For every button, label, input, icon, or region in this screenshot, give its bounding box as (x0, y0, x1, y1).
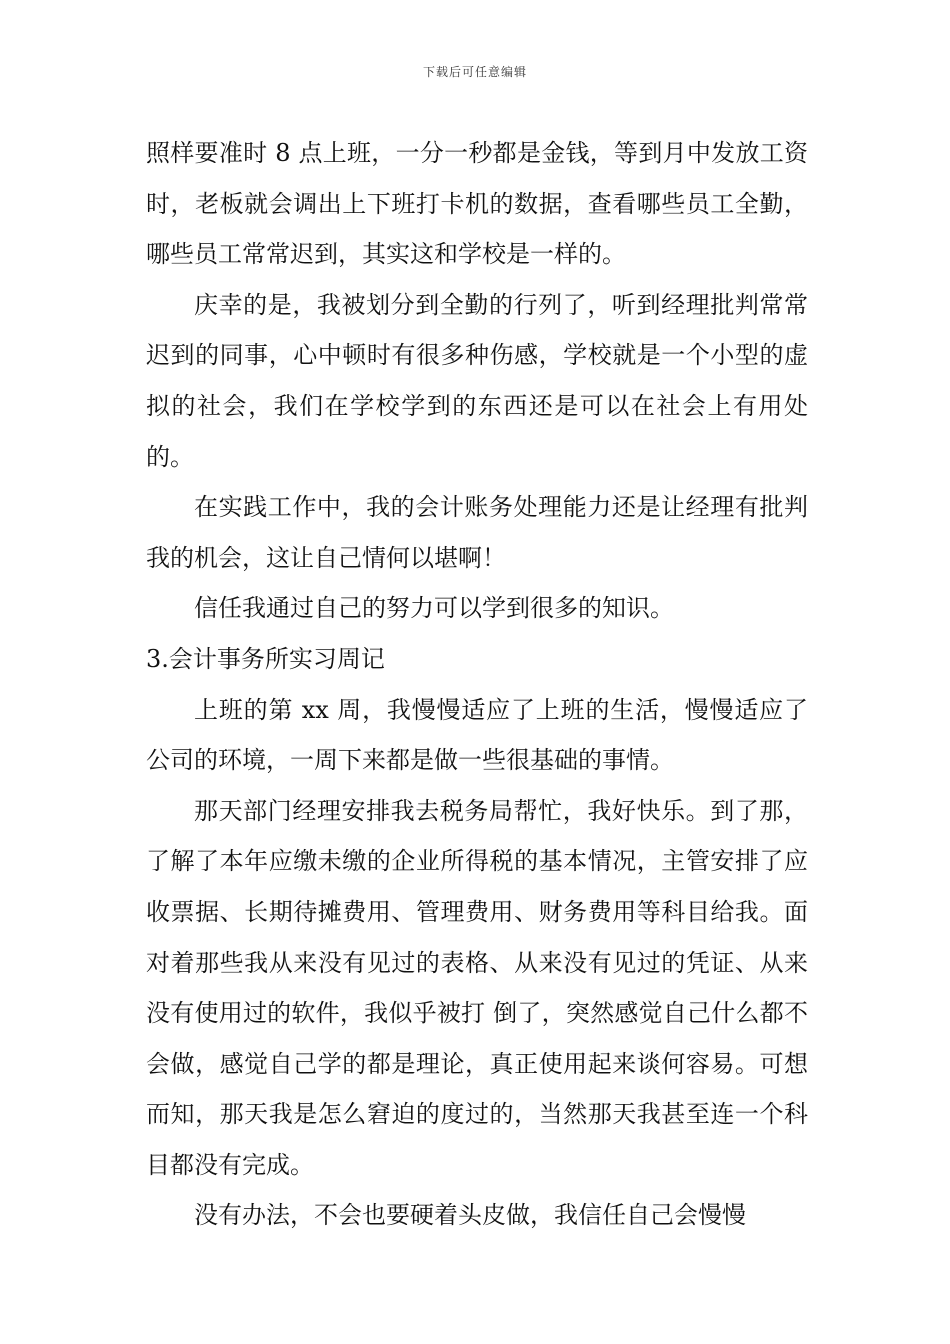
paragraph: 上班的第 xx 周，我慢慢适应了上班的生活，慢慢适应了公司的环境，一周下来都是做一些很基础的事情。 (146, 695, 808, 775)
paragraph: 那天部门经理安排我去税务局帮忙，我好快乐。到了那，了解了本年应缴未缴的企业所得税的基本情况，主管安排了应收票据、长期待摊费用、管理费用、财务费用等科目给我。面对着那些我从来没有见过的表格、从来没有见过的凭证、从来没有使用过的软件，我似乎被打 倒了，突然感觉自己什么都不会做，感觉自己学的都是理论，真正使用起来谈何容易。可想而知，那天我是怎么窘迫的度过的，当然那天我甚至连一个科目都没有完成。 (146, 796, 808, 1179)
section-heading: 3.会计事务所实习周记 (146, 644, 385, 673)
paragraph-continuation: 照样要准时 8 点上班，一分一秒都是金钱，等到月中发放工资时，老板就会调出上下班打卡机的数据，查看哪些员工全勤，哪些员工常常迟到，其实这和学校是一样的。 (146, 139, 808, 269)
paragraph: 信任我通过自己的努力可以学到很多的知识。 (194, 594, 674, 623)
paragraph: 没有办法，不会也要硬着头皮做，我信任自己会慢慢 (194, 1201, 746, 1230)
page-header: 下载后可任意编辑 (422, 65, 527, 79)
document-body (146, 128, 808, 1241)
paragraph: 在实践工作中，我的会计账务处理能力还是让经理有批判我的机会，这让自己情何以堪啊！ (146, 493, 808, 572)
paragraph: 庆幸的是，我被划分到全勤的行列了，听到经理批判常常迟到的同事，心中顿时有很多种伤感，学校就是一个小型的虚拟的社会，我们在学校学到的东西还是可以在社会上有用处的。 (146, 290, 808, 471)
